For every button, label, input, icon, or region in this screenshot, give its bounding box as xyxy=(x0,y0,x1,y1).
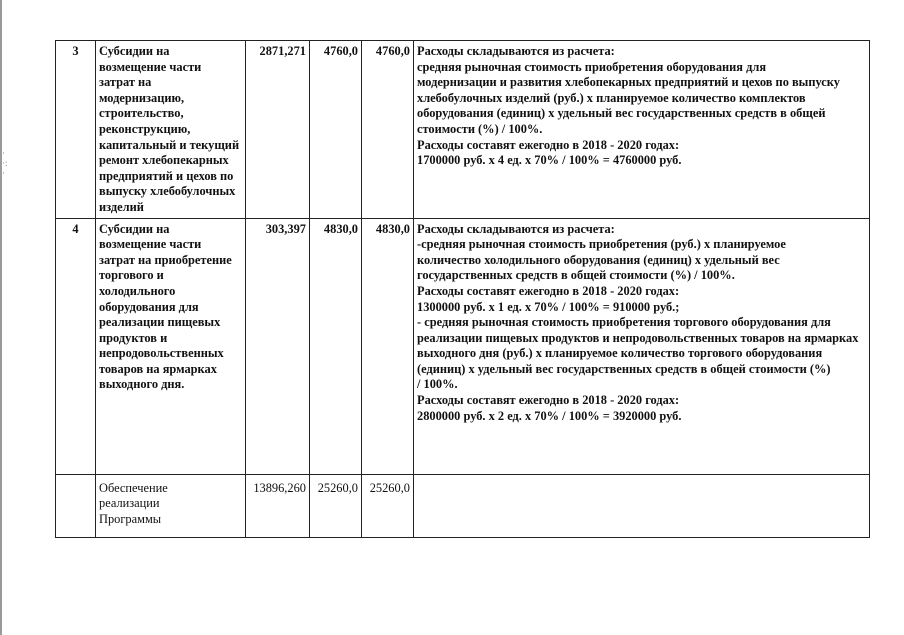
value-2017: 2871,271 xyxy=(246,41,310,219)
scan-speck-marks: · ·: · xyxy=(2,148,8,178)
desc-line: 1300000 руб. х 1 ед. х 70% / 100% = 910000 руб.; xyxy=(417,299,680,314)
name-line: изделий xyxy=(99,199,144,214)
row-description xyxy=(414,218,870,474)
desc-line: стоимости (%) / 100%. xyxy=(417,121,543,136)
total-name-line: реализации xyxy=(99,496,160,511)
name-line: затрат на xyxy=(99,75,152,90)
desc-line: Расходы складываются из расчета: xyxy=(417,221,615,236)
desc-line: / 100%. xyxy=(417,377,458,392)
name-line: Субсидии на xyxy=(99,44,170,58)
desc-line: Расходы складываются из расчета: xyxy=(417,44,615,58)
name-line: оборудования для xyxy=(99,299,199,314)
row-description xyxy=(414,41,870,219)
desc-line: Расходы составят ежегодно в 2018 - 2020 годах: xyxy=(417,393,680,408)
total-value-2017: 13896,260 xyxy=(246,474,310,537)
desc-line: (единиц) х удельный вес государственных средств в общей стоимости (%) xyxy=(417,361,831,376)
desc-line: модернизации и развития хлебопекарных предприятий и цехов по выпуску xyxy=(417,75,840,90)
desc-line: количество холодильного оборудования (единиц) х удельный вес xyxy=(417,252,780,267)
value-2017: 303,397 xyxy=(246,218,310,474)
name-line: возмещение части xyxy=(99,237,202,252)
total-row xyxy=(56,474,870,537)
name-line: модернизацию, xyxy=(99,90,185,105)
name-line: реконструкцию, xyxy=(99,121,191,136)
table-row xyxy=(56,218,870,474)
name-line: реализации пищевых xyxy=(99,315,221,330)
name-line: строительство, xyxy=(99,106,184,121)
desc-line: выходного дня (руб.) х планируемое количество торгового оборудования xyxy=(417,346,823,361)
scan-left-edge xyxy=(0,0,2,635)
total-name-line: Программы xyxy=(99,511,162,526)
name-line: ремонт хлебопекарных xyxy=(99,153,229,168)
table-row xyxy=(56,41,870,219)
name-line: непродовольственных xyxy=(99,346,224,361)
row-number: 3 xyxy=(56,41,96,219)
value-2018: 4760,0 xyxy=(310,41,362,219)
desc-line: реализации пищевых продуктов и непродовольственных товаров на ярмарках xyxy=(417,330,859,345)
row-number: 4 xyxy=(56,218,96,474)
name-line: предприятий и цехов по xyxy=(99,168,234,183)
desc-line: средняя рыночная стоимость приобретения оборудования для xyxy=(417,59,767,74)
desc-line: -средняя рыночная стоимость приобретения (руб.) х планируемое xyxy=(417,237,786,252)
budget-table xyxy=(55,40,870,538)
value-2019: 4760,0 xyxy=(362,41,414,219)
total-name-line: Обеспечение xyxy=(99,480,168,495)
name-line: выходного дня. xyxy=(99,377,185,392)
name-line: товаров на ярмарках xyxy=(99,361,217,376)
value-2019: 4830,0 xyxy=(362,218,414,474)
name-line: затрат на приобретение xyxy=(99,252,232,267)
name-line: выпуску хлебобулочных xyxy=(99,184,236,199)
desc-line: оборудования (единиц) х удельный вес государственных средств в общей xyxy=(417,106,826,121)
desc-line: хлебобулочных изделий (руб.) х планируемое количество комплектов xyxy=(417,90,806,105)
value-2018: 4830,0 xyxy=(310,218,362,474)
row-name xyxy=(96,218,246,474)
desc-line: Расходы составят ежегодно в 2018 - 2020 годах: xyxy=(417,283,680,298)
desc-line: государственных средств в общей стоимости (%) / 100%. xyxy=(417,268,735,283)
total-description-empty xyxy=(414,474,870,537)
name-line: возмещение части xyxy=(99,59,202,74)
total-value-2019: 25260,0 xyxy=(362,474,414,537)
desc-line: 2800000 руб. х 2 ед. х 70% / 100% = 3920000 руб. xyxy=(417,408,682,423)
row-name xyxy=(96,41,246,219)
desc-line: Расходы составят ежегодно в 2018 - 2020 годах: xyxy=(417,137,680,152)
name-line: капитальный и текущий xyxy=(99,137,240,152)
name-line: Субсидии на xyxy=(99,221,170,236)
total-value-2018: 25260,0 xyxy=(310,474,362,537)
total-name xyxy=(96,474,246,537)
row-number-empty xyxy=(56,474,96,537)
name-line: холодильного xyxy=(99,283,176,298)
name-line: торгового и xyxy=(99,268,164,283)
desc-line: 1700000 руб. х 4 ед. х 70% / 100% = 4760000 руб. xyxy=(417,153,682,168)
desc-line: - средняя рыночная стоимость приобретения торгового оборудования для xyxy=(417,315,831,330)
name-line: продуктов и xyxy=(99,330,168,345)
